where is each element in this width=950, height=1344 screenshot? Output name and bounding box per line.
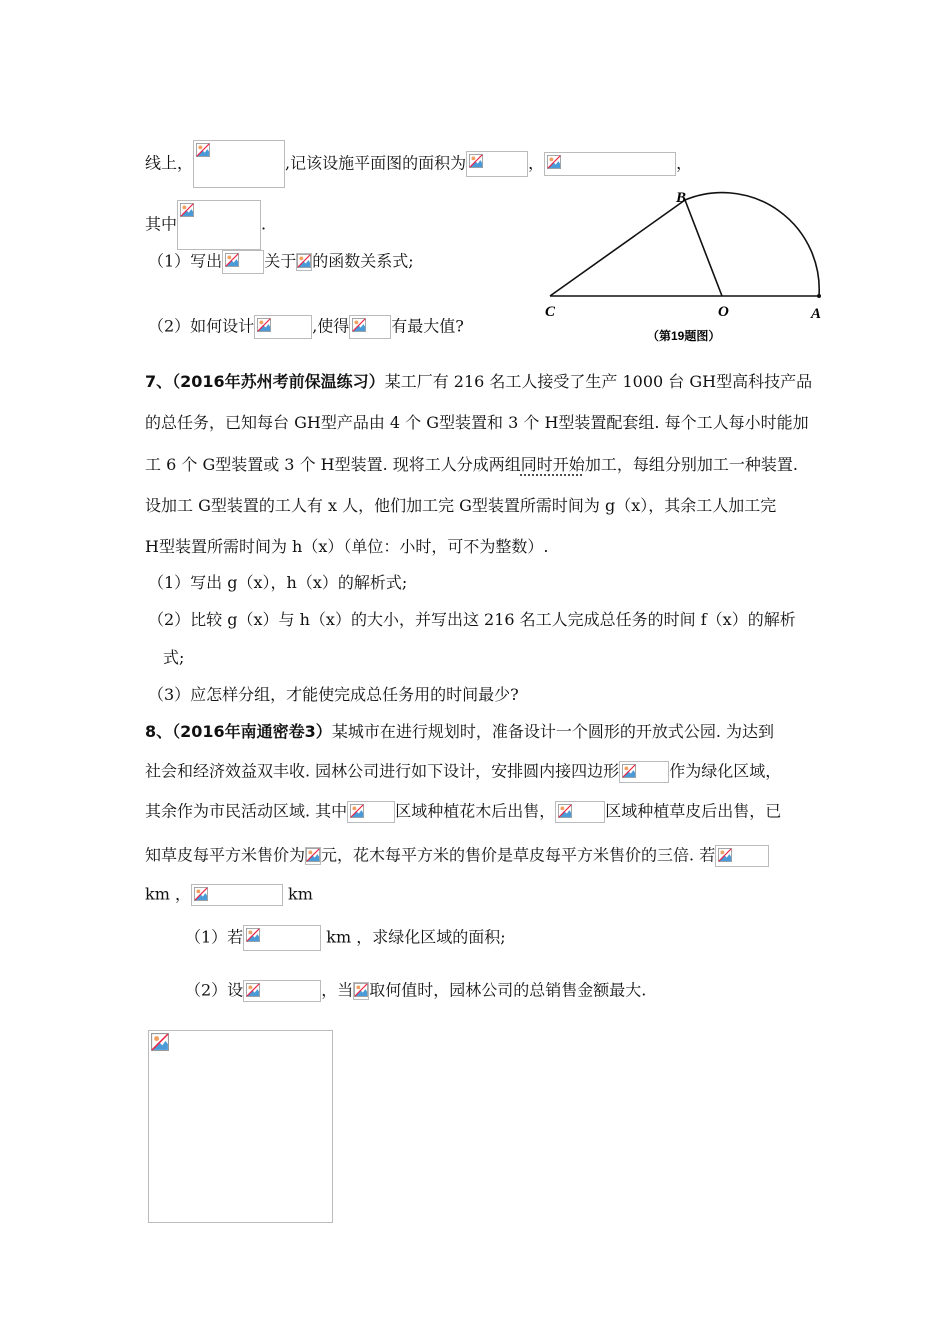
p7-line4: 设加工 G型装置的工人有 x 人，他们加工完 G型装置所需时间为 g（x），其余工人加工完 [145,496,777,515]
broken-image-icon [151,1033,169,1051]
broken-image-icon [547,155,561,169]
segment-ob [685,200,722,296]
figure-image-placeholder [148,1030,333,1223]
p6-q2: （2）如何设计 ,使得 有最大值? [148,315,464,339]
label-a: A [811,306,822,322]
label-b: B [676,190,687,206]
point-a [817,294,821,298]
p6-line1: 线上， ,记该设施平面图的面积为 ， ， [145,140,692,188]
p7-line3: 工 6 个 G型装置或 3 个 H型装置. 现将工人分成两组同时开始加工，每组分别加工一种装置. [145,455,798,474]
broken-image-icon [306,848,320,862]
label-c: C [545,304,556,320]
formula-image [243,925,321,951]
formula-image [296,253,312,271]
p7-line2: 的总任务，已知每台 GH型产品由 4 个 G型装置和 3 个 H型装置配套组. 每个工人每小时能加 [145,413,809,432]
formula-image [619,761,669,783]
formula-image [254,315,312,339]
p8-line2: 社会和经济效益双丰收. 园林公司进行如下设计，安排圆内接四边形 作为绿化区域， [145,761,781,783]
p7-q2-line1: （2）比较 g（x）与 h（x）的大小，并写出这 216 名工人完成总任务的时间 f（x）的解析 [148,610,796,629]
broken-image-icon [350,804,364,818]
p8-q1: （1）若 km ，求绿化区域的面积; [185,925,506,951]
broken-image-icon [246,983,260,997]
p8-line4: 知草皮每平方米售价为 元，花木每平方米的售价是草皮每平方米售价的三倍. 若 [145,845,769,867]
p6-line2: 其中 . [145,200,266,250]
p8-line5: km ， km [145,884,313,906]
formula-image [243,980,321,1002]
formula-image [193,140,285,188]
formula-image [177,200,261,250]
broken-image-icon [246,928,260,942]
broken-image-icon [180,203,194,217]
formula-image [222,250,264,274]
figure-caption: （第19题图） [647,329,721,343]
segment-cb [550,200,685,296]
arc-ba [685,193,819,296]
broken-image-icon [622,764,636,778]
broken-image-icon [352,318,366,332]
p8-line1: 8、（2016年南通密卷3）某城市在进行规划时，准备设计一个圆形的开放式公园. 为达到 [145,722,774,741]
p8-q2: （2）设 ，当 取何值时，园林公司的总销售金额最大. [185,980,646,1002]
p7-q3: （3）应怎样分组，才能使完成总任务用的时间最少? [148,685,519,704]
geometry-figure [535,185,835,350]
formula-image [353,982,369,1000]
broken-image-icon [297,254,311,268]
formula-image [466,151,528,177]
formula-image [555,801,605,823]
label-o: O [718,304,729,320]
p6-q1: （1）写出 关于 的函数关系式; [148,250,414,274]
p7-q2-line2: 式; [163,648,185,667]
broken-image-icon [718,848,732,862]
p8-line3: 其余作为市民活动区域. 其中 区域种植花木后出售， 区域种植草皮后出售，已 [145,801,781,823]
formula-image [349,315,391,339]
formula-image [191,884,283,906]
broken-image-icon [196,143,210,157]
broken-image-icon [469,154,483,168]
formula-image [715,845,769,867]
broken-image-icon [225,253,239,267]
broken-image-icon [257,318,271,332]
p7-line1: 7、（2016年苏州考前保温练习）某工厂有 216 名工人接受了生产 1000 台 GH型高科技产品 [145,372,813,391]
formula-image [347,801,395,823]
p7-line5: H型装置所需时间为 h（x）（单位：小时，可不为整数）. [145,537,549,556]
p7-q1: （1）写出 g（x），h（x）的解析式; [148,573,408,592]
broken-image-icon [558,804,572,818]
formula-image [305,847,321,865]
broken-image-icon [194,887,208,901]
formula-image [544,152,676,176]
broken-image-icon [354,983,368,997]
